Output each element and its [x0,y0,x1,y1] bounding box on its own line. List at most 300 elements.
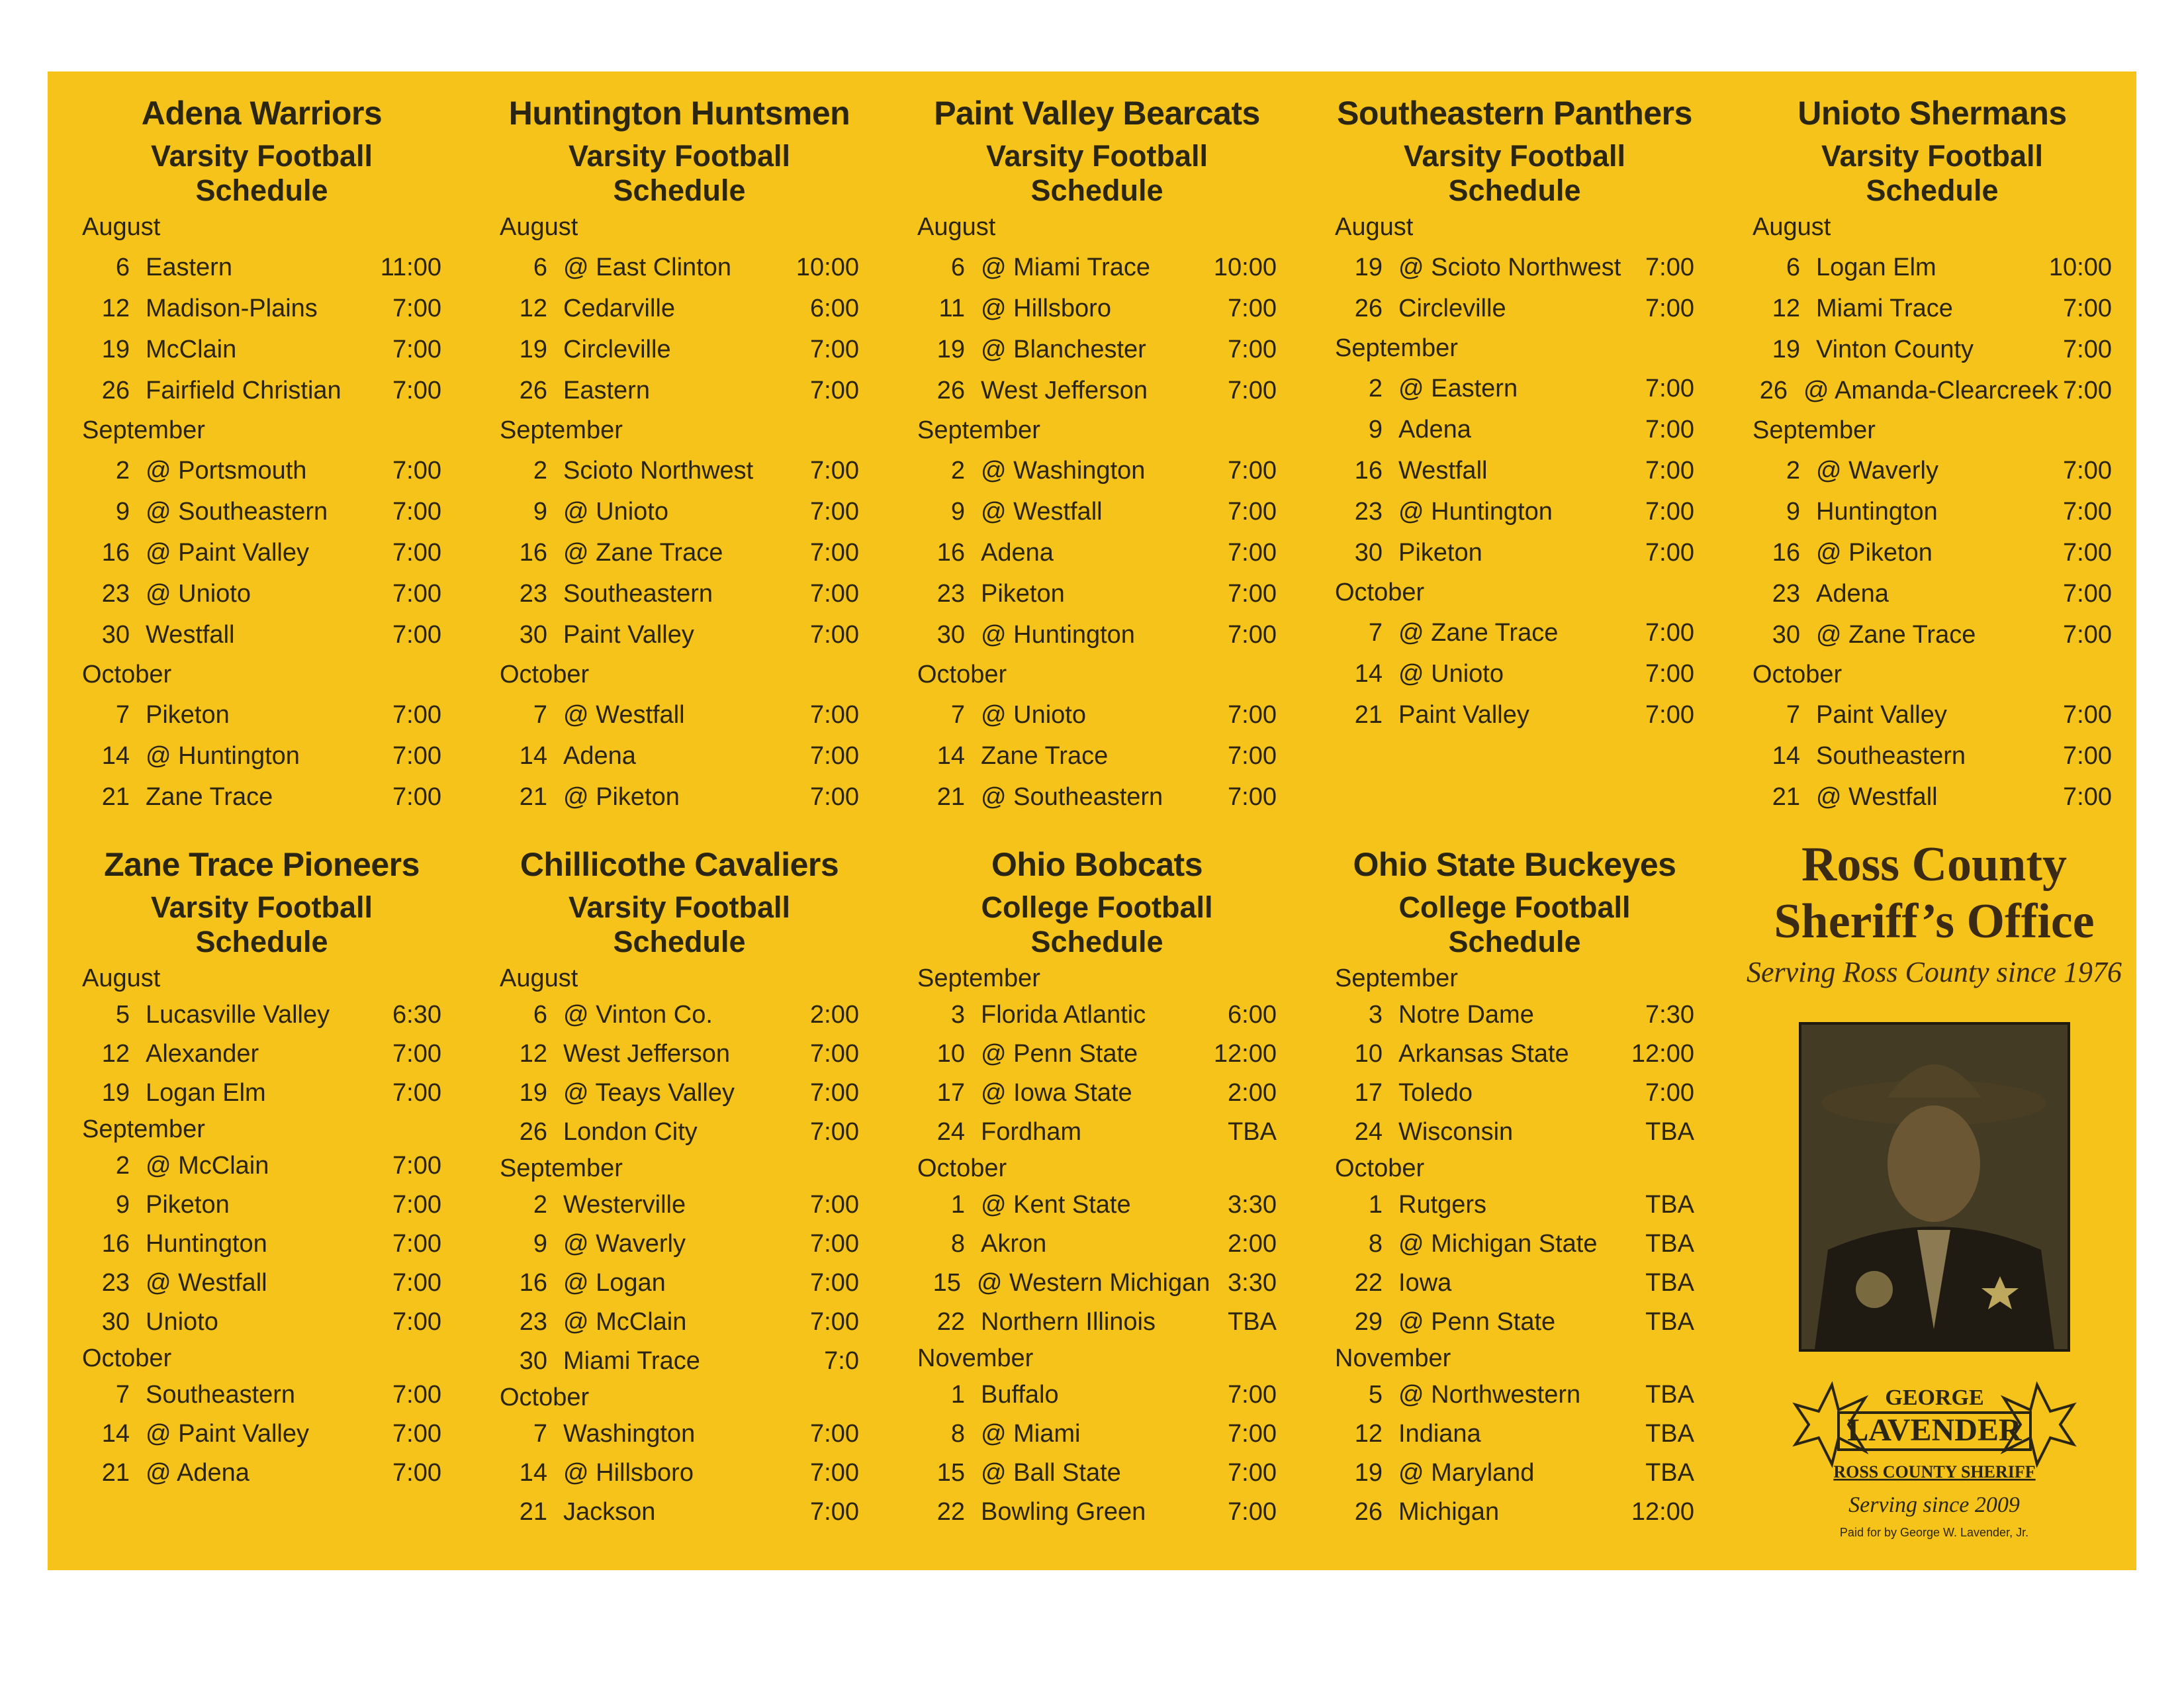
game-opponent: Iowa [1398,1269,1452,1297]
game-date: 16 [936,539,965,567]
game-opponent: Southeastern [563,580,713,608]
game-row [500,1186,859,1225]
game-time: 7:00 [392,742,441,770]
game-opponent: West Jefferson [563,1040,731,1068]
game-opponent: @ Logan [563,1269,666,1297]
game-date: 19 [1354,1459,1383,1487]
month-heading: September [82,1115,205,1143]
game-date: 11 [938,295,965,322]
game-opponent: Southeastern [146,1381,296,1409]
game-opponent: @ Piketon [563,783,680,811]
game-row [917,735,1277,776]
game-opponent: @ Southeastern [981,783,1163,811]
game-row [1335,996,1694,1035]
game-row [917,1415,1277,1454]
game-time: 7:00 [810,336,859,363]
game-row [1752,450,2112,491]
game-row [917,614,1277,655]
game-row [82,370,441,411]
game-date: 9 [533,1230,547,1258]
game-date: 19 [101,336,130,363]
game-row [1752,288,2112,329]
game-opponent: Akron [981,1230,1047,1258]
game-date: 15 [936,1459,965,1487]
game-opponent: Lucasville Valley [146,1001,330,1029]
badge-title: ROSS COUNTY SHERIFF [1833,1462,2036,1481]
game-date: 2 [115,457,130,485]
game-row [500,288,859,329]
game-time: 7:00 [392,1308,441,1336]
month-heading: October [82,1344,172,1372]
game-time: 7:30 [1645,1001,1694,1029]
game-time: 7:00 [810,1308,859,1336]
game-date: 24 [1354,1118,1383,1146]
game-date: 26 [519,377,547,404]
star-badge-graphic [1792,1372,2077,1484]
game-opponent: Zane Trace [146,783,273,811]
schedule-subtitle: Varsity Football Schedule [568,890,791,959]
game-row [500,614,859,655]
game-time: 7:0 [824,1347,859,1375]
game-time: 7:00 [2063,498,2112,526]
game-date: 9 [115,1191,130,1219]
game-opponent: @ Scioto Northwest [1398,254,1621,281]
game-row [1335,1376,1694,1415]
game-opponent: Piketon [146,701,230,729]
game-opponent: Piketon [1398,539,1482,567]
game-row [500,329,859,370]
game-row [82,614,441,655]
game-opponent: Fordham [981,1118,1082,1146]
game-time: 2:00 [1228,1230,1277,1258]
game-time: TBA [1645,1191,1694,1219]
game-opponent: @ Unioto [981,701,1086,729]
game-date: 6 [533,254,547,281]
game-opponent: Florida Atlantic [981,1001,1146,1029]
game-row [917,1493,1277,1532]
top-row [48,71,2136,816]
game-date: 26 [1354,295,1383,322]
game-date: 19 [519,1079,547,1107]
game-time: 7:00 [1228,377,1277,404]
game-row [500,1035,859,1074]
game-date: 30 [101,1308,130,1336]
game-opponent: @ Eastern [1398,375,1518,402]
game-opponent: Logan Elm [146,1079,266,1107]
game-opponent: @ Unioto [563,498,668,526]
game-time: 7:00 [2063,295,2112,322]
game-opponent: @ Penn State [1398,1308,1556,1336]
game-time: 3:30 [1228,1191,1277,1219]
game-row [82,1225,441,1264]
game-row [1752,370,2112,411]
game-opponent: London City [563,1118,698,1146]
game-time: 7:00 [1228,1459,1277,1487]
game-time: 7:00 [392,457,441,485]
game-date: 7 [1786,701,1800,729]
game-date: 19 [101,1079,130,1107]
game-row [500,1113,859,1152]
game-time: TBA [1645,1459,1694,1487]
game-row [82,532,441,573]
game-time: 7:00 [392,783,441,811]
game-time: 7:00 [1645,375,1694,402]
game-row [82,1376,441,1415]
game-time: 7:00 [1228,539,1277,567]
game-date: 6 [115,254,130,281]
campaign-badge [1792,1372,2077,1540]
team-schedule-panel [48,823,465,1570]
month-heading: August [500,964,578,992]
game-opponent: Paint Valley [1816,701,1947,729]
game-opponent: Rutgers [1398,1191,1487,1219]
game-opponent: @ Amanda-Clearcreek [1803,377,2058,404]
game-row [1752,491,2112,532]
game-opponent: @ Huntington [146,742,300,770]
game-row [1335,1035,1694,1074]
team-schedule-panel [1718,71,2136,816]
game-time: 7:00 [2063,580,2112,608]
game-date: 16 [1772,539,1800,567]
game-opponent: Adena [1398,416,1471,444]
game-opponent: @ Waverly [563,1230,686,1258]
game-row [917,996,1277,1035]
sheriff-office-title-line2: Sheriff’s Office [1774,894,2095,949]
team-name: Paint Valley Bearcats [934,95,1260,132]
game-row [917,329,1277,370]
month-heading: September [917,416,1040,444]
game-row [500,491,859,532]
game-time: 7:00 [810,1118,859,1146]
game-date: 5 [1368,1381,1383,1409]
game-time: 7:00 [2063,377,2112,404]
game-opponent: Indiana [1398,1420,1481,1448]
game-opponent: @ Western Michigan [976,1269,1210,1297]
game-row [1335,409,1694,450]
game-row [1752,329,2112,370]
game-row [82,573,441,614]
game-row [917,288,1277,329]
game-opponent: Jackson [563,1498,656,1526]
game-date: 14 [101,1420,130,1448]
game-date: 2 [115,1152,130,1180]
sheriff-panel [1732,823,2136,1570]
game-row [1752,776,2112,818]
game-row [917,1454,1277,1493]
month-heading: August [1335,213,1414,241]
game-opponent: @ Hillsboro [981,295,1111,322]
game-date: 15 [933,1269,961,1297]
month-heading: October [1335,579,1425,606]
game-row [1335,694,1694,735]
game-opponent: Eastern [146,254,232,281]
game-time: 7:00 [2063,783,2112,811]
schedule-subtitle: College Football Schedule [981,890,1213,959]
game-opponent: Unioto [146,1308,218,1336]
game-time: 7:00 [810,1420,859,1448]
game-time: 7:00 [810,1498,859,1526]
game-opponent: @ Adena [146,1459,250,1487]
game-opponent: Bowling Green [981,1498,1146,1526]
game-opponent: @ Miami [981,1420,1081,1448]
game-time: 12:00 [1631,1040,1694,1068]
game-row [1335,1493,1694,1532]
game-date: 23 [101,580,130,608]
game-row [917,450,1277,491]
game-row [1335,1264,1694,1303]
game-time: 10:00 [796,254,859,281]
sheriff-portrait [1799,1022,2070,1352]
game-opponent: Vinton County [1816,336,1974,363]
game-opponent: Cedarville [563,295,675,322]
game-date: 6 [950,254,965,281]
game-date: 30 [936,621,965,649]
game-date: 16 [101,1230,130,1258]
game-opponent: @ Westfall [1816,783,1938,811]
game-date: 21 [519,1498,547,1526]
game-row [1335,368,1694,409]
month-heading: October [500,661,590,688]
game-date: 9 [1368,416,1383,444]
game-row [82,1454,441,1493]
game-date: 17 [936,1079,965,1107]
game-date: 8 [1368,1230,1383,1258]
game-row [500,1342,859,1381]
game-time: 7:00 [810,539,859,567]
game-time: 2:00 [810,1001,859,1029]
game-opponent: @ Teays Valley [563,1079,735,1107]
game-time: 7:00 [392,377,441,404]
team-name: Ohio Bobcats [991,846,1203,883]
month-heading: September [1335,334,1458,362]
game-date: 2 [533,457,547,485]
game-opponent: Paint Valley [563,621,694,649]
game-date: 23 [101,1269,130,1297]
game-row [500,370,859,411]
game-time: 7:00 [392,1191,441,1219]
game-date: 26 [519,1118,547,1146]
sheriff-office-title-line1: Ross County [1801,837,2067,892]
team-name: Southeastern Panthers [1337,95,1692,132]
game-row [500,1074,859,1113]
game-row [500,1454,859,1493]
month-heading: November [917,1344,1034,1372]
game-time: 7:00 [810,1079,859,1107]
game-row [82,776,441,818]
team-name: Chillicothe Cavaliers [520,846,839,883]
game-time: 3:30 [1228,1269,1277,1297]
game-date: 23 [519,1308,547,1336]
schedule-subtitle: College Football Schedule [1398,890,1631,959]
game-row [500,996,859,1035]
game-time: 7:00 [392,1459,441,1487]
month-heading: August [500,213,578,241]
game-date: 7 [533,701,547,729]
game-time: 7:00 [1645,539,1694,567]
game-date: 3 [950,1001,965,1029]
game-row [500,735,859,776]
schedule-subtitle: Varsity Football Schedule [985,139,1208,207]
game-time: 7:00 [810,701,859,729]
game-row [917,1074,1277,1113]
game-date: 26 [1354,1498,1383,1526]
month-heading: September [500,1154,623,1182]
game-date: 2 [1786,457,1800,485]
game-time: 7:00 [1645,498,1694,526]
game-row [500,694,859,735]
game-date: 26 [936,377,965,404]
game-date: 16 [1354,457,1383,485]
game-row [917,1225,1277,1264]
game-time: 7:00 [392,1079,441,1107]
game-row [500,1493,859,1532]
game-date: 14 [1354,660,1383,688]
game-row [917,370,1277,411]
game-date: 30 [101,621,130,649]
game-row [500,532,859,573]
schedule-subtitle: Varsity Football Schedule [150,890,373,959]
game-time: 6:30 [392,1001,441,1029]
game-time: 7:00 [1645,619,1694,647]
paid-for-disclaimer: Paid for by George W. Lavender, Jr. [1839,1526,2029,1539]
team-schedule-panel [465,823,883,1570]
game-time: 7:00 [810,1230,859,1258]
game-time: 2:00 [1228,1079,1277,1107]
game-row [1335,1454,1694,1493]
game-date: 7 [115,701,130,729]
game-date: 29 [1354,1308,1383,1336]
game-opponent: Westerville [563,1191,686,1219]
month-heading: October [917,1154,1007,1182]
game-opponent: @ Paint Valley [146,1420,309,1448]
game-date: 16 [519,539,547,567]
game-row [82,1264,441,1303]
schedule-subtitle: Varsity Football Schedule [1403,139,1626,207]
game-row [82,247,441,288]
game-opponent: Logan Elm [1816,254,1936,281]
game-time: 7:00 [1228,1420,1277,1448]
sheriff-portrait-image [1801,1025,2068,1349]
badge-first-name: GEORGE [1884,1385,1984,1410]
game-opponent: @ Hillsboro [563,1459,694,1487]
month-heading: September [1335,964,1458,992]
game-date: 3 [1368,1001,1383,1029]
game-row [917,694,1277,735]
game-date: 17 [1354,1079,1383,1107]
game-opponent: @ Southeastern [146,498,328,526]
game-time: 7:00 [1228,783,1277,811]
game-opponent: Fairfield Christian [146,377,341,404]
game-time: 12:00 [1213,1040,1277,1068]
game-opponent: @ Unioto [146,580,251,608]
game-date: 14 [519,1459,547,1487]
game-opponent: Piketon [981,580,1065,608]
game-time: 7:00 [2063,621,2112,649]
team-name: Huntington Huntsmen [508,95,850,132]
game-opponent: Michigan [1398,1498,1500,1526]
game-date: 30 [519,621,547,649]
schedule-subtitle: Varsity Football Schedule [1821,139,2044,207]
game-opponent: Alexander [146,1040,259,1068]
game-row [1335,1113,1694,1152]
game-date: 22 [936,1308,965,1336]
game-opponent: Southeastern [1816,742,1966,770]
team-name: Unioto Shermans [1797,95,2067,132]
game-date: 23 [519,580,547,608]
game-opponent: Miami Trace [563,1347,700,1375]
game-row [1335,1415,1694,1454]
game-time: 10:00 [2048,254,2112,281]
bottom-row [48,823,2136,1570]
game-date: 14 [1772,742,1800,770]
game-date: 10 [936,1040,965,1068]
game-row [1752,532,2112,573]
game-opponent: Huntington [1816,498,1938,526]
game-row [1752,735,2112,776]
game-date: 19 [936,336,965,363]
game-date: 26 [101,377,130,404]
game-date: 16 [519,1269,547,1297]
game-row [1335,491,1694,532]
game-date: 9 [1786,498,1800,526]
game-date: 12 [519,1040,547,1068]
game-row [500,573,859,614]
game-opponent: Paint Valley [1398,701,1529,729]
game-time: 7:00 [392,580,441,608]
game-time: 7:00 [1645,701,1694,729]
game-date: 30 [1354,539,1383,567]
game-date: 30 [519,1347,547,1375]
game-date: 7 [533,1420,547,1448]
game-row [917,1113,1277,1152]
game-time: TBA [1645,1230,1694,1258]
game-opponent: @ Waverly [1816,457,1938,485]
game-time: 7:00 [810,1191,859,1219]
game-date: 21 [1354,701,1383,729]
game-row [917,532,1277,573]
sheriff-office-tagline: Serving Ross County since 1976 [1746,956,2122,988]
game-date: 22 [1354,1269,1383,1297]
game-time: TBA [1228,1308,1277,1336]
game-opponent: Zane Trace [981,742,1109,770]
game-row [500,1225,859,1264]
game-time: 7:00 [392,1381,441,1409]
game-date: 2 [950,457,965,485]
game-time: 7:00 [1228,457,1277,485]
game-opponent: Notre Dame [1398,1001,1534,1029]
game-time: 7:00 [810,377,859,404]
game-time: 6:00 [810,295,859,322]
month-heading: September [1752,416,1876,444]
game-row [82,1035,441,1074]
game-time: 7:00 [810,498,859,526]
game-time: 7:00 [1228,621,1277,649]
game-time: 7:00 [2063,539,2112,567]
game-date: 7 [950,701,965,729]
game-date: 14 [519,742,547,770]
team-name: Ohio State Buckeyes [1353,846,1676,883]
game-opponent: Toledo [1398,1079,1473,1107]
game-opponent: McClain [146,336,237,363]
game-date: 30 [1772,621,1800,649]
game-time: 7:00 [1228,498,1277,526]
game-date: 10 [1354,1040,1383,1068]
game-row [500,247,859,288]
game-row [82,1147,441,1186]
game-date: 21 [101,1459,130,1487]
game-row [1752,614,2112,655]
team-schedule-panel [48,71,465,816]
